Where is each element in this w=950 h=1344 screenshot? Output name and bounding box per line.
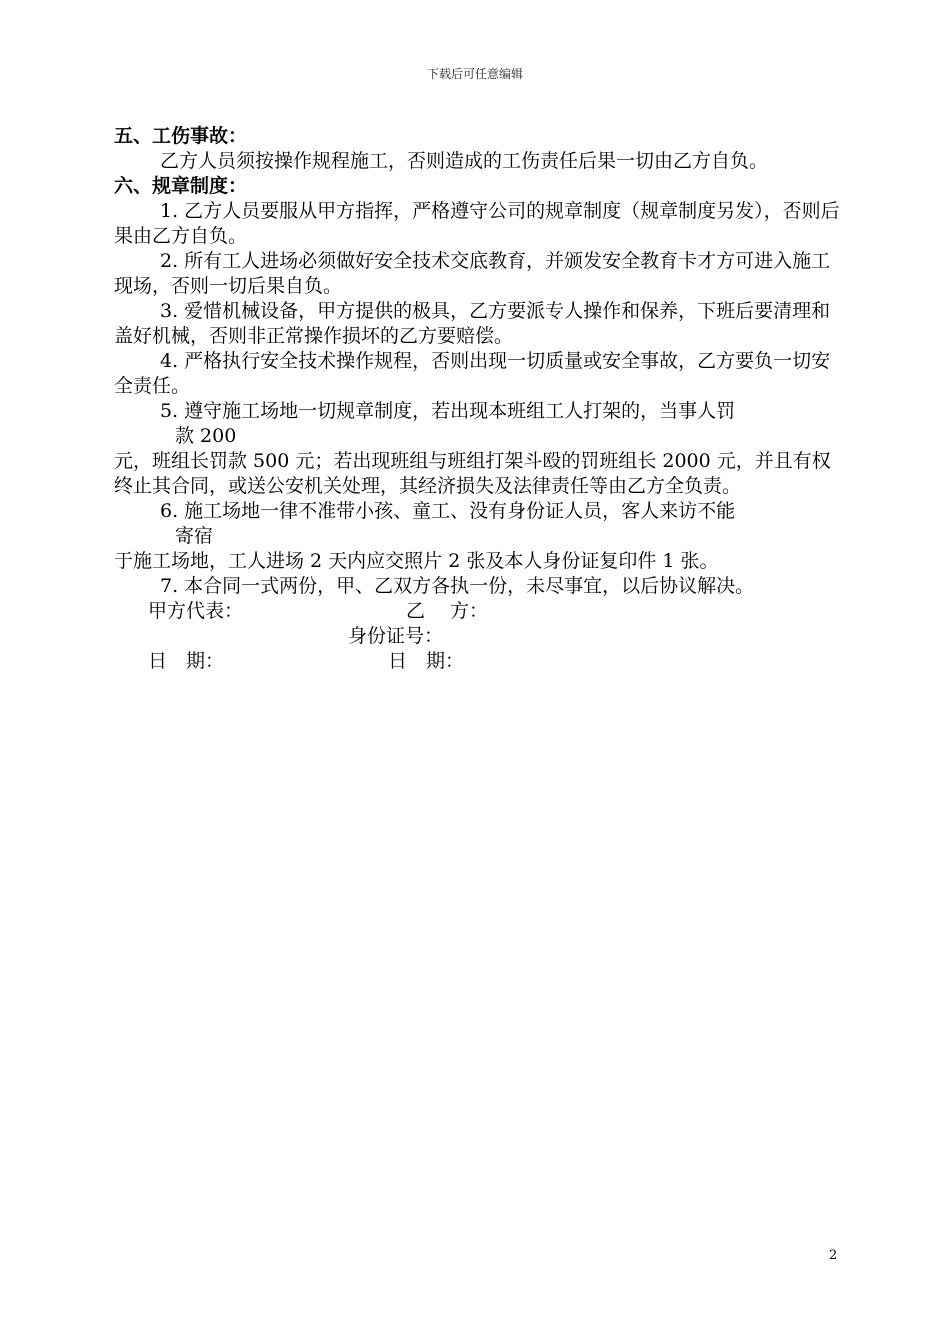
section-5-text: 乙方人员须按操作规程施工，否则造成的工伤责任后果一切由乙方自负。 xyxy=(160,150,769,172)
page-header-note: 下载后可任意编辑 xyxy=(426,67,523,81)
rule-item-4: 4. 严格执行安全技术操作规程，否则出现一切质量或安全事故，乙方要负一切安全责任。 xyxy=(114,350,831,397)
date-b-label: 日 期： xyxy=(388,650,465,672)
rule-item-1: 1. 乙方人员要服从甲方指挥，严格遵守公司的规章制度（规章制度另发），否则后果由乙方自负。 xyxy=(114,200,840,247)
signature-row-id xyxy=(114,624,844,649)
date-a-label: 日 期： xyxy=(148,650,225,672)
rule-item-3: 3. 爱惜机械设备，甲方提供的极具，乙方要派专人操作和保养，下班后要清理和盖好机械，否则非正常操作损坏的乙方要赔偿。 xyxy=(114,300,831,347)
rule-item-5-line2: 款 200 xyxy=(175,425,237,447)
page-number: 2 xyxy=(829,1248,838,1263)
signature-row-dates xyxy=(114,649,844,674)
section-5-heading: 五、工伤事故： xyxy=(114,125,248,147)
id-number-label: 身份证号： xyxy=(348,625,444,647)
rule-item-6-line3: 于施工场地，工人进场 2 天内应交照片 2 张及本人身份证复印件 1 张。 xyxy=(114,550,719,572)
rule-item-7: 7. 本合同一式两份，甲、乙双方各执一份，未尽事宜，以后协议解决。 xyxy=(160,575,755,597)
rule-item-2: 2. 所有工人进场必须做好安全技术交底教育，并颁发安全教育卡才方可进入施工现场，否则一切后果自负。 xyxy=(114,250,831,297)
document-body xyxy=(114,124,844,674)
signature-row-parties xyxy=(114,599,844,624)
section-6-heading: 六、规章制度： xyxy=(114,175,248,197)
rule-item-6-line2: 寄宿 xyxy=(175,525,214,547)
rule-item-5-line1: 5. 遵守施工场地一切规章制度，若出现本班组工人打架的，当事人罚 xyxy=(160,400,736,422)
party-b-label: 乙 方： xyxy=(406,600,489,622)
rule-item-6-line1: 6. 施工场地一律不准带小孩、童工、没有身份证人员，客人来访不能 xyxy=(160,500,736,522)
rule-item-5-line3: 元，班组长罚款 500 元；若出现班组与班组打架斗殴的罚班组长 2000 元，并且有权终止其合同，或送公安机关处理，其经济损失及法律责任等由乙方全负责。 xyxy=(114,450,831,497)
party-a-label: 甲方代表： xyxy=(148,600,244,622)
